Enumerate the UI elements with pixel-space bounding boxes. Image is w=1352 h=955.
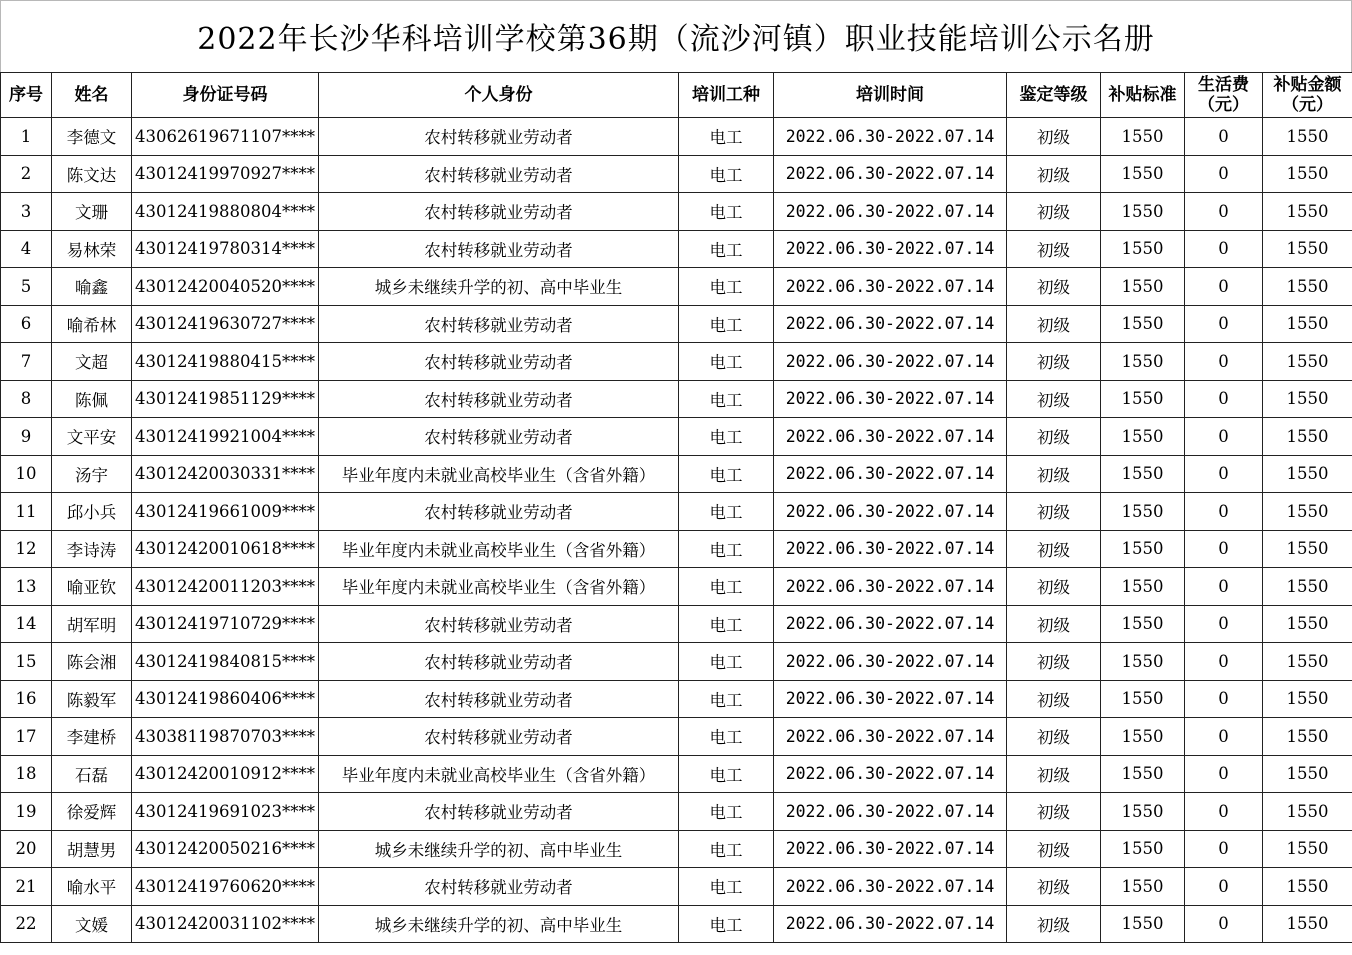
seq-cell: 3 [1,193,52,231]
living-cost-cell: 0 [1185,568,1263,606]
seq-cell: 14 [1,605,52,643]
seq-cell: 19 [1,793,52,831]
table-row [1,755,1352,793]
seq-cell: 8 [1,380,52,418]
level-cell: 初级 [1007,268,1101,306]
header-row [1,73,1352,118]
seq-cell: 11 [1,493,52,531]
subsidy-standard-cell: 1550 [1101,455,1185,493]
id-number-cell: 43012419860406**** [132,680,319,718]
training-time-cell: 2022.06.30-2022.07.14 [774,155,1007,193]
seq-cell: 9 [1,418,52,456]
living-cost-cell: 0 [1185,268,1263,306]
subsidy-standard-cell: 1550 [1101,680,1185,718]
table-row [1,680,1352,718]
name-cell: 喻希林 [52,305,132,343]
table-row [1,568,1352,606]
name-cell: 文超 [52,343,132,381]
table-row [1,530,1352,568]
table-row [1,305,1352,343]
seq-cell: 17 [1,718,52,756]
identity-cell: 毕业年度内未就业高校毕业生（含省外籍） [319,530,679,568]
seq-cell: 22 [1,905,52,943]
training-time-cell: 2022.06.30-2022.07.14 [774,268,1007,306]
name-cell: 文媛 [52,905,132,943]
level-cell: 初级 [1007,118,1101,156]
subsidy-standard-cell: 1550 [1101,418,1185,456]
training-time-cell: 2022.06.30-2022.07.14 [774,568,1007,606]
training-time-cell: 2022.06.30-2022.07.14 [774,718,1007,756]
living-cost-cell: 0 [1185,643,1263,681]
header-identity: 个人身份 [319,73,679,118]
trade-cell: 电工 [679,380,774,418]
level-cell: 初级 [1007,380,1101,418]
trade-cell: 电工 [679,905,774,943]
name-cell: 徐爱辉 [52,793,132,831]
trade-cell: 电工 [679,830,774,868]
subsidy-amount-cell: 1550 [1263,530,1352,568]
table-row [1,905,1352,943]
level-cell: 初级 [1007,868,1101,906]
id-number-cell: 43012419780314**** [132,230,319,268]
training-time-cell: 2022.06.30-2022.07.14 [774,380,1007,418]
training-time-cell: 2022.06.30-2022.07.14 [774,118,1007,156]
trade-cell: 电工 [679,755,774,793]
identity-cell: 农村转移就业劳动者 [319,718,679,756]
level-cell: 初级 [1007,605,1101,643]
living-cost-cell: 0 [1185,118,1263,156]
id-number-cell: 43012419691023**** [132,793,319,831]
seq-cell: 7 [1,343,52,381]
id-number-cell: 43062619671107**** [132,118,319,156]
header-standard: 补贴标准 [1101,73,1185,118]
training-time-cell: 2022.06.30-2022.07.14 [774,830,1007,868]
name-cell: 喻水平 [52,868,132,906]
living-cost-cell: 0 [1185,380,1263,418]
id-number-cell: 43012419851129**** [132,380,319,418]
table-row [1,493,1352,531]
table-row [1,193,1352,231]
trade-cell: 电工 [679,643,774,681]
level-cell: 初级 [1007,530,1101,568]
subsidy-amount-cell: 1550 [1263,268,1352,306]
training-time-cell: 2022.06.30-2022.07.14 [774,793,1007,831]
subsidy-amount-cell: 1550 [1263,343,1352,381]
id-number-cell: 43012420040520**** [132,268,319,306]
table-row [1,155,1352,193]
living-cost-cell: 0 [1185,755,1263,793]
seq-cell: 4 [1,230,52,268]
seq-cell: 16 [1,680,52,718]
living-cost-cell: 0 [1185,605,1263,643]
trade-cell: 电工 [679,155,774,193]
document-title: 2022年长沙华科培训学校第36期（流沙河镇）职业技能培训公示名册 [0,0,1352,72]
table-row [1,793,1352,831]
table-row [1,418,1352,456]
living-cost-cell: 0 [1185,868,1263,906]
id-number-cell: 43012419880804**** [132,193,319,231]
id-number-cell: 43012419840815**** [132,643,319,681]
table-row [1,343,1352,381]
id-number-cell: 43012419661009**** [132,493,319,531]
living-cost-cell: 0 [1185,343,1263,381]
id-number-cell: 43012419710729**** [132,605,319,643]
seq-cell: 21 [1,868,52,906]
subsidy-amount-cell: 1550 [1263,493,1352,531]
subsidy-amount-cell: 1550 [1263,455,1352,493]
id-number-cell: 43012419970927**** [132,155,319,193]
level-cell: 初级 [1007,343,1101,381]
seq-cell: 13 [1,568,52,606]
identity-cell: 农村转移就业劳动者 [319,155,679,193]
trade-cell: 电工 [679,530,774,568]
trade-cell: 电工 [679,680,774,718]
subsidy-amount-cell: 1550 [1263,830,1352,868]
name-cell: 邱小兵 [52,493,132,531]
name-cell: 喻亚钦 [52,568,132,606]
living-cost-cell: 0 [1185,905,1263,943]
identity-cell: 农村转移就业劳动者 [319,305,679,343]
seq-cell: 2 [1,155,52,193]
living-cost-cell: 0 [1185,230,1263,268]
id-number-cell: 43012419880415**** [132,343,319,381]
trade-cell: 电工 [679,718,774,756]
trade-cell: 电工 [679,793,774,831]
header-amount: 补贴金额（元） [1263,73,1352,118]
identity-cell: 农村转移就业劳动者 [319,793,679,831]
level-cell: 初级 [1007,230,1101,268]
living-cost-cell: 0 [1185,455,1263,493]
identity-cell: 农村转移就业劳动者 [319,680,679,718]
training-time-cell: 2022.06.30-2022.07.14 [774,868,1007,906]
subsidy-standard-cell: 1550 [1101,905,1185,943]
living-cost-cell: 0 [1185,530,1263,568]
subsidy-standard-cell: 1550 [1101,568,1185,606]
name-cell: 胡慧男 [52,830,132,868]
subsidy-amount-cell: 1550 [1263,905,1352,943]
identity-cell: 城乡未继续升学的初、高中毕业生 [319,905,679,943]
subsidy-standard-cell: 1550 [1101,793,1185,831]
name-cell: 陈文达 [52,155,132,193]
name-cell: 李诗涛 [52,530,132,568]
subsidy-standard-cell: 1550 [1101,193,1185,231]
identity-cell: 农村转移就业劳动者 [319,643,679,681]
training-time-cell: 2022.06.30-2022.07.14 [774,455,1007,493]
trade-cell: 电工 [679,568,774,606]
subsidy-amount-cell: 1550 [1263,230,1352,268]
subsidy-standard-cell: 1550 [1101,155,1185,193]
identity-cell: 城乡未继续升学的初、高中毕业生 [319,268,679,306]
id-number-cell: 43012420050216**** [132,830,319,868]
subsidy-standard-cell: 1550 [1101,493,1185,531]
id-number-cell: 43038119870703**** [132,718,319,756]
subsidy-standard-cell: 1550 [1101,643,1185,681]
id-number-cell: 43012420010618**** [132,530,319,568]
subsidy-amount-cell: 1550 [1263,118,1352,156]
table-row [1,868,1352,906]
training-time-cell: 2022.06.30-2022.07.14 [774,755,1007,793]
living-cost-cell: 0 [1185,793,1263,831]
subsidy-amount-cell: 1550 [1263,155,1352,193]
name-cell: 陈会湘 [52,643,132,681]
trade-cell: 电工 [679,455,774,493]
table-row [1,830,1352,868]
name-cell: 陈毅军 [52,680,132,718]
level-cell: 初级 [1007,905,1101,943]
level-cell: 初级 [1007,643,1101,681]
table-row [1,455,1352,493]
id-number-cell: 43012420031102**** [132,905,319,943]
subsidy-standard-cell: 1550 [1101,755,1185,793]
training-time-cell: 2022.06.30-2022.07.14 [774,230,1007,268]
living-cost-cell: 0 [1185,493,1263,531]
name-cell: 易林荣 [52,230,132,268]
name-cell: 喻鑫 [52,268,132,306]
seq-cell: 20 [1,830,52,868]
table-row [1,605,1352,643]
identity-cell: 城乡未继续升学的初、高中毕业生 [319,830,679,868]
name-cell: 陈佩 [52,380,132,418]
living-cost-cell: 0 [1185,680,1263,718]
level-cell: 初级 [1007,755,1101,793]
trade-cell: 电工 [679,605,774,643]
training-time-cell: 2022.06.30-2022.07.14 [774,605,1007,643]
subsidy-amount-cell: 1550 [1263,568,1352,606]
identity-cell: 农村转移就业劳动者 [319,118,679,156]
training-time-cell: 2022.06.30-2022.07.14 [774,193,1007,231]
living-cost-cell: 0 [1185,305,1263,343]
table-row [1,230,1352,268]
roster-body [1,118,1352,943]
level-cell: 初级 [1007,718,1101,756]
table-row [1,268,1352,306]
trade-cell: 电工 [679,230,774,268]
level-cell: 初级 [1007,305,1101,343]
header-trade: 培训工种 [679,73,774,118]
name-cell: 文珊 [52,193,132,231]
level-cell: 初级 [1007,493,1101,531]
seq-cell: 6 [1,305,52,343]
identity-cell: 毕业年度内未就业高校毕业生（含省外籍） [319,755,679,793]
roster-table [0,72,1352,943]
subsidy-amount-cell: 1550 [1263,868,1352,906]
identity-cell: 农村转移就业劳动者 [319,343,679,381]
subsidy-amount-cell: 1550 [1263,605,1352,643]
trade-cell: 电工 [679,268,774,306]
subsidy-amount-cell: 1550 [1263,643,1352,681]
level-cell: 初级 [1007,193,1101,231]
identity-cell: 农村转移就业劳动者 [319,418,679,456]
identity-cell: 农村转移就业劳动者 [319,193,679,231]
subsidy-standard-cell: 1550 [1101,605,1185,643]
id-number-cell: 43012420011203**** [132,568,319,606]
level-cell: 初级 [1007,568,1101,606]
training-time-cell: 2022.06.30-2022.07.14 [774,530,1007,568]
name-cell: 胡军明 [52,605,132,643]
trade-cell: 电工 [679,305,774,343]
subsidy-amount-cell: 1550 [1263,193,1352,231]
header-time: 培训时间 [774,73,1007,118]
training-time-cell: 2022.06.30-2022.07.14 [774,643,1007,681]
training-time-cell: 2022.06.30-2022.07.14 [774,343,1007,381]
identity-cell: 农村转移就业劳动者 [319,380,679,418]
table-row [1,380,1352,418]
identity-cell: 毕业年度内未就业高校毕业生（含省外籍） [319,455,679,493]
seq-cell: 15 [1,643,52,681]
id-number-cell: 43012420010912**** [132,755,319,793]
subsidy-amount-cell: 1550 [1263,380,1352,418]
subsidy-standard-cell: 1550 [1101,718,1185,756]
subsidy-standard-cell: 1550 [1101,230,1185,268]
subsidy-standard-cell: 1550 [1101,380,1185,418]
subsidy-standard-cell: 1550 [1101,343,1185,381]
header-living: 生活费（元） [1185,73,1263,118]
name-cell: 石磊 [52,755,132,793]
table-row [1,643,1352,681]
level-cell: 初级 [1007,418,1101,456]
name-cell: 文平安 [52,418,132,456]
seq-cell: 1 [1,118,52,156]
seq-cell: 12 [1,530,52,568]
trade-cell: 电工 [679,493,774,531]
seq-cell: 10 [1,455,52,493]
subsidy-standard-cell: 1550 [1101,118,1185,156]
subsidy-amount-cell: 1550 [1263,718,1352,756]
table-row [1,718,1352,756]
training-time-cell: 2022.06.30-2022.07.14 [774,680,1007,718]
level-cell: 初级 [1007,155,1101,193]
living-cost-cell: 0 [1185,418,1263,456]
level-cell: 初级 [1007,455,1101,493]
subsidy-amount-cell: 1550 [1263,755,1352,793]
subsidy-standard-cell: 1550 [1101,530,1185,568]
header-name: 姓名 [52,73,132,118]
level-cell: 初级 [1007,830,1101,868]
seq-cell: 5 [1,268,52,306]
id-number-cell: 43012420030331**** [132,455,319,493]
id-number-cell: 43012419630727**** [132,305,319,343]
identity-cell: 农村转移就业劳动者 [319,868,679,906]
subsidy-amount-cell: 1550 [1263,793,1352,831]
header-level: 鉴定等级 [1007,73,1101,118]
trade-cell: 电工 [679,193,774,231]
identity-cell: 农村转移就业劳动者 [319,605,679,643]
training-time-cell: 2022.06.30-2022.07.14 [774,905,1007,943]
level-cell: 初级 [1007,793,1101,831]
subsidy-standard-cell: 1550 [1101,268,1185,306]
living-cost-cell: 0 [1185,718,1263,756]
level-cell: 初级 [1007,680,1101,718]
training-time-cell: 2022.06.30-2022.07.14 [774,305,1007,343]
training-time-cell: 2022.06.30-2022.07.14 [774,493,1007,531]
name-cell: 汤宇 [52,455,132,493]
living-cost-cell: 0 [1185,830,1263,868]
header-seq: 序号 [1,73,52,118]
subsidy-amount-cell: 1550 [1263,305,1352,343]
id-number-cell: 43012419760620**** [132,868,319,906]
seq-cell: 18 [1,755,52,793]
trade-cell: 电工 [679,868,774,906]
trade-cell: 电工 [679,118,774,156]
subsidy-standard-cell: 1550 [1101,305,1185,343]
trade-cell: 电工 [679,418,774,456]
identity-cell: 农村转移就业劳动者 [319,493,679,531]
name-cell: 李德文 [52,118,132,156]
trade-cell: 电工 [679,343,774,381]
id-number-cell: 43012419921004**** [132,418,319,456]
name-cell: 李建桥 [52,718,132,756]
living-cost-cell: 0 [1185,193,1263,231]
subsidy-standard-cell: 1550 [1101,868,1185,906]
identity-cell: 毕业年度内未就业高校毕业生（含省外籍） [319,568,679,606]
living-cost-cell: 0 [1185,155,1263,193]
table-row [1,118,1352,156]
subsidy-amount-cell: 1550 [1263,418,1352,456]
subsidy-amount-cell: 1550 [1263,680,1352,718]
header-id: 身份证号码 [132,73,319,118]
identity-cell: 农村转移就业劳动者 [319,230,679,268]
training-time-cell: 2022.06.30-2022.07.14 [774,418,1007,456]
subsidy-standard-cell: 1550 [1101,830,1185,868]
